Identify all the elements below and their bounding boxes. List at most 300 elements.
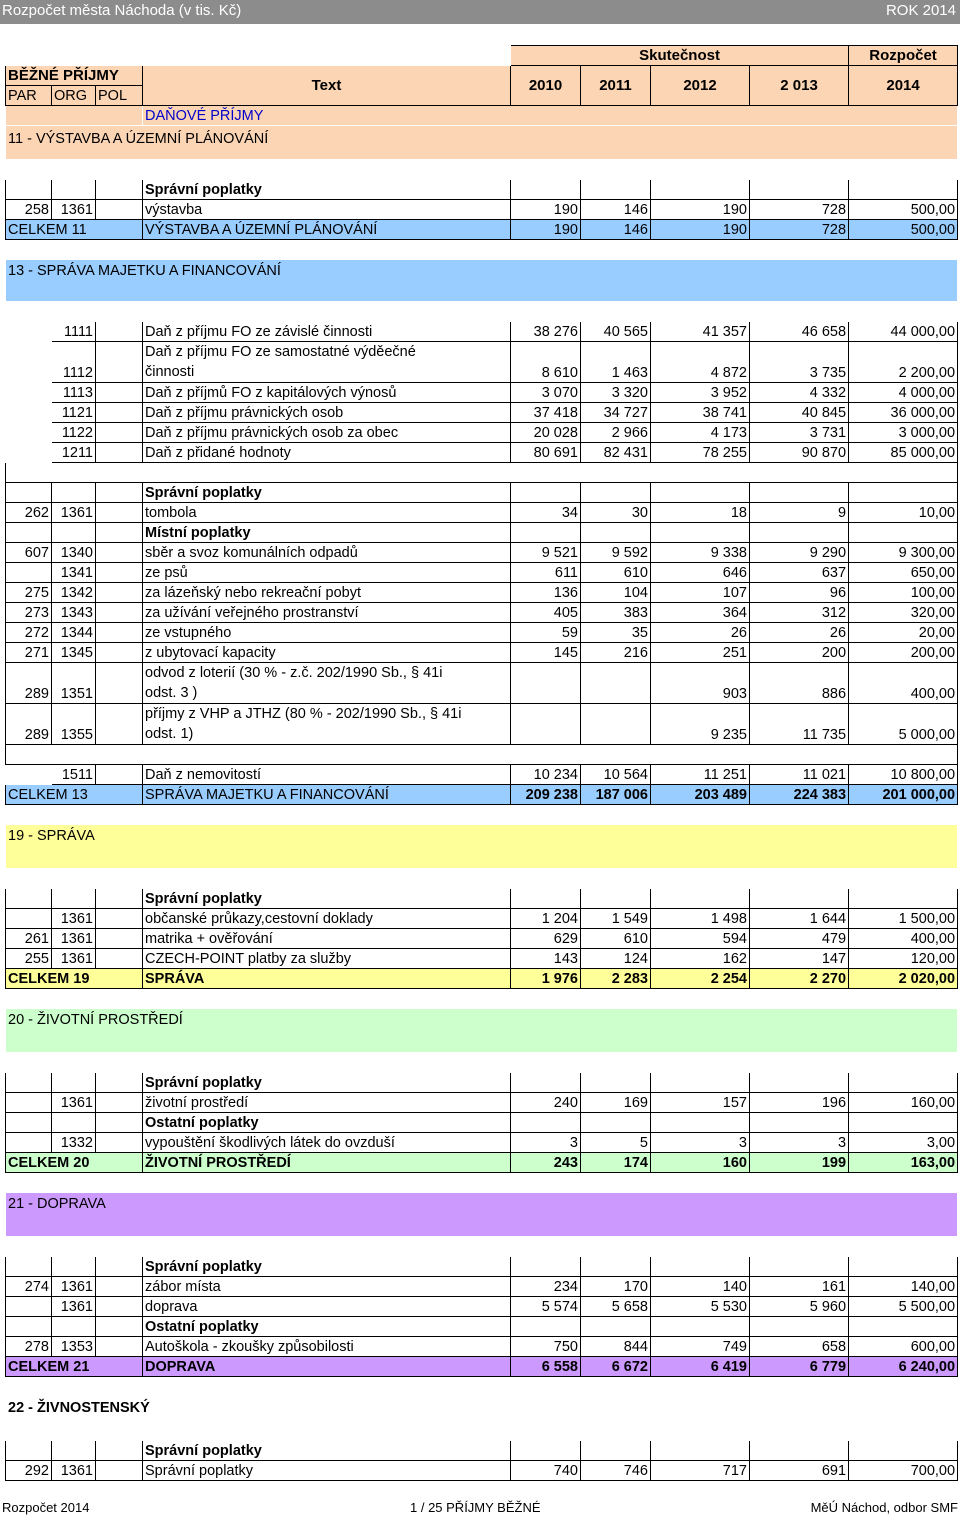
table-cell: 36 000,00	[849, 403, 958, 423]
table-cell: 46 658	[750, 322, 849, 342]
table-cell: 9 300,00	[849, 543, 958, 563]
table-cell: 201 000,00	[849, 785, 958, 805]
table-cell: 292	[6, 1461, 52, 1481]
table-cell: 9	[750, 503, 849, 523]
table-cell: 1121	[52, 403, 96, 423]
table-cell: 275	[6, 583, 52, 603]
table-row	[6, 1053, 958, 1073]
table-cell: 124	[581, 949, 651, 969]
empty-cell	[651, 889, 750, 909]
empty-cell	[52, 1257, 96, 1277]
subheading-row	[6, 1113, 958, 1133]
table-cell: 5	[581, 1133, 651, 1153]
section-13-title: 13 - SPRÁVA MAJETKU A FINANCOVÁNÍ	[6, 260, 958, 302]
empty-cell	[511, 483, 581, 503]
empty-cell	[6, 423, 52, 443]
table-cell: 1355	[52, 704, 96, 745]
empty-cell	[581, 1441, 651, 1461]
empty-cell	[6, 745, 958, 765]
table-cell: vypouštění škodlivých látek do ovzduší	[143, 1133, 511, 1153]
cell-text: Daň z příjmu FO ze samostatné výděečné	[145, 344, 416, 360]
total-label: CELKEM 21	[6, 1357, 143, 1377]
empty-cell	[52, 1113, 96, 1133]
empty-cell	[96, 443, 143, 463]
header-text: Text	[143, 66, 511, 106]
empty-cell	[581, 180, 651, 200]
table-cell: 5 500,00	[849, 1297, 958, 1317]
table-cell: 3 731	[750, 423, 849, 443]
empty-cell	[96, 200, 143, 220]
header-par: PAR	[6, 86, 52, 106]
empty-cell	[849, 180, 958, 200]
section-19-title: 19 - SPRÁVA	[6, 825, 958, 869]
table-cell: 18	[651, 503, 750, 523]
table-cell: 2 283	[581, 969, 651, 989]
empty-cell	[96, 583, 143, 603]
table-cell: 100,00	[849, 583, 958, 603]
table-cell: 10 564	[581, 765, 651, 785]
table-cell: 59	[511, 623, 581, 643]
table-cell: ze vstupného	[143, 623, 511, 643]
empty-cell	[52, 1441, 96, 1461]
empty-cell	[750, 1317, 849, 1337]
empty-cell	[6, 523, 52, 543]
subheading-row	[6, 1441, 958, 1461]
subheading: Správní poplatky	[143, 1441, 511, 1461]
table-cell: 1 204	[511, 909, 581, 929]
empty-cell	[52, 889, 96, 909]
subheading: Správní poplatky	[143, 1073, 511, 1093]
empty-cell	[6, 463, 958, 483]
table-cell: SPRÁVA	[143, 969, 511, 989]
table-cell: 1 976	[511, 969, 581, 989]
table-row	[6, 160, 958, 180]
empty-cell	[511, 1257, 581, 1277]
empty-cell	[6, 889, 52, 909]
table-cell: 140	[651, 1277, 750, 1297]
table-row	[6, 1377, 958, 1397]
table-cell: 203 489	[651, 785, 750, 805]
table-cell: 11 251	[651, 765, 750, 785]
empty-cell	[96, 1093, 143, 1113]
empty-cell	[96, 403, 143, 423]
table-cell: 216	[581, 643, 651, 663]
section-22-title: 22 - ŽIVNOSTENSKÝ	[6, 1397, 958, 1441]
table-cell: 9 592	[581, 543, 651, 563]
table-row	[6, 342, 958, 383]
table-cell: 9 235	[651, 704, 750, 745]
total-label: CELKEM 19	[6, 969, 143, 989]
table-cell: 20,00	[849, 623, 958, 643]
footer-left: Rozpočet 2014	[2, 1500, 90, 1515]
table-cell: 1345	[52, 643, 96, 663]
header-row-4	[6, 106, 958, 126]
table-cell: z ubytovací kapacity	[143, 643, 511, 663]
table-row	[6, 1277, 958, 1297]
subheading: Místní poplatky	[143, 523, 511, 543]
table-cell: 35	[581, 623, 651, 643]
table-cell: 107	[651, 583, 750, 603]
table-cell: 700,00	[849, 1461, 958, 1481]
empty-cell	[96, 643, 143, 663]
table-row	[6, 443, 958, 463]
subheading-row	[6, 1317, 958, 1337]
table-row	[6, 383, 958, 403]
table-cell: 740	[511, 1461, 581, 1481]
table-cell: 607	[6, 543, 52, 563]
table-cell: 400,00	[849, 929, 958, 949]
table-cell: Daň z přidané hodnoty	[143, 443, 511, 463]
empty-cell	[6, 383, 52, 403]
table-cell: 120,00	[849, 949, 958, 969]
table-cell: 903	[651, 663, 750, 704]
table-row	[6, 909, 958, 929]
cell-text: činnosti	[145, 364, 195, 380]
table-cell: 3 000,00	[849, 423, 958, 443]
empty-cell	[143, 663, 511, 704]
empty-cell	[581, 1073, 651, 1093]
table-cell: 170	[581, 1277, 651, 1297]
table-cell: 190	[651, 200, 750, 220]
subheading: Správní poplatky	[143, 1257, 511, 1277]
section-11-title: 11 - VÝSTAVBA A ÚZEMNÍ PLÁNOVÁNÍ	[6, 126, 958, 160]
table-cell: 479	[750, 929, 849, 949]
table-row	[6, 423, 958, 443]
table-cell: Správní poplatky	[143, 1461, 511, 1481]
empty-cell	[651, 180, 750, 200]
table-cell: 160	[651, 1153, 750, 1173]
table-row	[6, 240, 958, 260]
table-cell: 4 000,00	[849, 383, 958, 403]
empty-cell	[849, 1441, 958, 1461]
spacer-row	[6, 745, 958, 765]
table-row	[6, 704, 958, 745]
empty-cell	[96, 1297, 143, 1317]
table-cell: 600,00	[849, 1337, 958, 1357]
table-cell: 162	[651, 949, 750, 969]
empty-cell	[96, 180, 143, 200]
table-cell: ze psů	[143, 563, 511, 583]
header-year-2012: 2012	[651, 66, 750, 106]
empty-cell	[6, 989, 958, 1009]
empty-cell	[750, 889, 849, 909]
table-cell: 629	[511, 929, 581, 949]
total-label: CELKEM 11	[6, 220, 143, 240]
total-row	[6, 220, 958, 240]
table-cell: 405	[511, 603, 581, 623]
subheading-row	[6, 889, 958, 909]
empty-cell	[6, 1073, 52, 1093]
empty-cell	[511, 1441, 581, 1461]
table-cell: DOPRAVA	[143, 1357, 511, 1377]
table-cell: 1340	[52, 543, 96, 563]
table-cell: 383	[581, 603, 651, 623]
header-year-2014: 2014	[849, 66, 958, 106]
empty-cell	[849, 889, 958, 909]
section-21-title-row	[6, 1193, 958, 1237]
empty-cell	[6, 869, 958, 889]
total-label: CELKEM 13	[6, 785, 143, 805]
table-cell: VÝSTAVBA A ÚZEMNÍ PLÁNOVÁNÍ	[143, 220, 511, 240]
table-cell: 2 270	[750, 969, 849, 989]
table-cell: 749	[651, 1337, 750, 1357]
empty-cell	[849, 483, 958, 503]
document-title: Rozpočet města Náchoda (v tis. Kč)	[2, 2, 242, 19]
table-row	[6, 603, 958, 623]
table-row	[6, 989, 958, 1009]
section-20-title-row	[6, 1009, 958, 1053]
empty-cell	[96, 1113, 143, 1133]
empty-cell	[96, 909, 143, 929]
table-row	[6, 1173, 958, 1193]
table-cell: 8 610	[511, 342, 581, 383]
empty-cell	[581, 483, 651, 503]
table-cell: 500,00	[849, 200, 958, 220]
table-cell: 262	[6, 503, 52, 523]
table-cell	[581, 704, 651, 745]
table-cell: 96	[750, 583, 849, 603]
table-cell: 90 870	[750, 443, 849, 463]
table-cell: 2 966	[581, 423, 651, 443]
table-cell: 82 431	[581, 443, 651, 463]
empty-cell	[511, 1073, 581, 1093]
table-cell: 3	[750, 1133, 849, 1153]
empty-cell	[96, 322, 143, 342]
empty-cell	[6, 403, 52, 423]
table-cell: 1351	[52, 663, 96, 704]
table-cell: 658	[750, 1337, 849, 1357]
table-cell: 728	[750, 220, 849, 240]
empty-cell	[96, 623, 143, 643]
footer-right: MěÚ Náchod, odbor SMF	[810, 1500, 958, 1515]
table-cell: 143	[511, 949, 581, 969]
subheading: Správní poplatky	[143, 483, 511, 503]
empty-cell	[143, 704, 511, 745]
table-cell: 2 020,00	[849, 969, 958, 989]
table-row	[6, 563, 958, 583]
empty-cell	[6, 322, 52, 342]
table-cell: zábor místa	[143, 1277, 511, 1297]
empty-cell	[96, 1257, 143, 1277]
table-cell: 4 332	[750, 383, 849, 403]
empty-cell	[651, 523, 750, 543]
table-cell: sběr a svoz komunálních odpadů	[143, 543, 511, 563]
budget-table	[5, 45, 958, 1481]
table-row	[6, 503, 958, 523]
table-row	[6, 403, 958, 423]
table-cell: 187 006	[581, 785, 651, 805]
header-rozpocet: Rozpočet	[849, 46, 958, 66]
header-year-2013: 2 013	[750, 66, 849, 106]
header-danove-prijmy: DAŇOVÉ PŘÍJMY	[143, 106, 958, 126]
empty-cell	[96, 383, 143, 403]
table-cell	[6, 1093, 52, 1113]
table-cell: 1361	[52, 1461, 96, 1481]
table-cell: 146	[581, 200, 651, 220]
empty-cell	[52, 1317, 96, 1337]
empty-cell	[52, 180, 96, 200]
table-row	[6, 1133, 958, 1153]
table-cell: 190	[511, 200, 581, 220]
empty-cell	[96, 523, 143, 543]
empty-cell	[750, 1257, 849, 1277]
table-cell: 243	[511, 1153, 581, 1173]
table-cell: 38 276	[511, 322, 581, 342]
table-cell: 169	[581, 1093, 651, 1113]
table-row	[6, 805, 958, 825]
table-cell: 174	[581, 1153, 651, 1173]
table-cell: 1361	[52, 1093, 96, 1113]
total-row	[6, 969, 958, 989]
table-cell: 1361	[52, 909, 96, 929]
table-cell: 6 419	[651, 1357, 750, 1377]
table-cell: matrika + ověřování	[143, 929, 511, 949]
table-cell: 104	[581, 583, 651, 603]
empty-cell	[6, 765, 52, 785]
table-row	[6, 765, 958, 785]
empty-cell	[6, 106, 143, 126]
table-cell: tombola	[143, 503, 511, 523]
empty-cell	[52, 483, 96, 503]
table-cell: 78 255	[651, 443, 750, 463]
table-cell: 9 290	[750, 543, 849, 563]
table-cell: 40 845	[750, 403, 849, 423]
table-cell: 272	[6, 623, 52, 643]
table-cell: 1 498	[651, 909, 750, 929]
empty-cell	[651, 1441, 750, 1461]
table-row	[6, 302, 958, 322]
table-cell: 312	[750, 603, 849, 623]
table-cell: 199	[750, 1153, 849, 1173]
empty-cell	[750, 180, 849, 200]
title-bar	[0, 0, 960, 24]
table-cell: doprava	[143, 1297, 511, 1317]
table-cell: ŽIVOTNÍ PROSTŘEDÍ	[143, 1153, 511, 1173]
table-cell: 9 338	[651, 543, 750, 563]
table-cell: 161	[750, 1277, 849, 1297]
subheading-row	[6, 1073, 958, 1093]
table-cell: 364	[651, 603, 750, 623]
table-cell: 3 735	[750, 342, 849, 383]
empty-cell	[651, 1073, 750, 1093]
empty-cell	[849, 523, 958, 543]
table-cell: 1211	[52, 443, 96, 463]
empty-cell	[6, 483, 52, 503]
table-cell: 278	[6, 1337, 52, 1357]
empty-cell	[6, 1377, 958, 1397]
empty-cell	[651, 1113, 750, 1133]
empty-cell	[6, 1053, 958, 1073]
table-cell: 1 500,00	[849, 909, 958, 929]
table-cell: 646	[651, 563, 750, 583]
table-cell: 1361	[52, 929, 96, 949]
table-cell: 1 463	[581, 342, 651, 383]
table-cell: 1511	[52, 765, 96, 785]
table-cell: 1332	[52, 1133, 96, 1153]
table-row	[6, 583, 958, 603]
table-cell: 190	[651, 220, 750, 240]
table-cell: 1353	[52, 1337, 96, 1357]
table-cell: 1343	[52, 603, 96, 623]
cell-text: příjmy z VHP a JTHZ (80 % - 202/1990 Sb., § 41i	[145, 706, 462, 722]
empty-cell	[96, 929, 143, 949]
empty-cell	[96, 765, 143, 785]
table-cell: 1361	[52, 1277, 96, 1297]
empty-cell	[96, 543, 143, 563]
cell-text: odvod z loterií (30 % - z.č. 202/1990 Sb., § 41i	[145, 665, 443, 681]
table-cell: 146	[581, 220, 651, 240]
footer-page-number: 1 / 25 PŘÍJMY BĚŽNÉ	[410, 1500, 541, 1515]
empty-cell	[6, 342, 52, 383]
table-row	[6, 543, 958, 563]
table-cell: 11 021	[750, 765, 849, 785]
empty-cell	[651, 483, 750, 503]
document-year: ROK 2014	[885, 2, 956, 19]
table-cell: 9 521	[511, 543, 581, 563]
table-cell: 251	[651, 643, 750, 663]
table-cell: 1111	[52, 322, 96, 342]
header-row-1	[6, 46, 958, 66]
header-org: ORG	[52, 86, 96, 106]
table-cell: 400,00	[849, 663, 958, 704]
empty-cell	[96, 1337, 143, 1357]
empty-cell	[581, 1317, 651, 1337]
section-21-title: 21 - DOPRAVA	[6, 1193, 958, 1237]
table-cell: 1361	[52, 949, 96, 969]
empty-cell	[96, 563, 143, 583]
empty-cell	[511, 889, 581, 909]
table-cell: 1361	[52, 200, 96, 220]
table-cell: občanské průkazy,cestovní doklady	[143, 909, 511, 929]
table-cell: 594	[651, 929, 750, 949]
table-row	[6, 929, 958, 949]
table-cell: 3	[511, 1133, 581, 1153]
empty-cell	[96, 663, 143, 704]
table-row	[6, 1461, 958, 1481]
table-row	[6, 663, 958, 704]
empty-cell	[96, 1461, 143, 1481]
table-cell: 2 200,00	[849, 342, 958, 383]
table-cell: 10 234	[511, 765, 581, 785]
table-cell: Daň z příjmů FO z kapitálových výnosů	[143, 383, 511, 403]
table-row	[6, 1297, 958, 1317]
table-cell: životní prostředí	[143, 1093, 511, 1113]
table-cell: 200,00	[849, 643, 958, 663]
table-row	[6, 200, 958, 220]
table-cell: 20 028	[511, 423, 581, 443]
table-cell: 80 691	[511, 443, 581, 463]
subheading: Správní poplatky	[143, 889, 511, 909]
empty-cell	[6, 805, 958, 825]
table-cell: 5 960	[750, 1297, 849, 1317]
table-cell	[6, 1133, 52, 1153]
spacer-row	[6, 463, 958, 483]
empty-cell	[849, 1113, 958, 1133]
table-cell: 1361	[52, 503, 96, 523]
table-cell: 258	[6, 200, 52, 220]
empty-cell	[96, 1073, 143, 1093]
empty-cell	[581, 1257, 651, 1277]
table-cell: 750	[511, 1337, 581, 1357]
table-cell: 886	[750, 663, 849, 704]
empty-cell	[6, 46, 511, 66]
empty-cell	[511, 523, 581, 543]
table-cell: SPRÁVA MAJETKU A FINANCOVÁNÍ	[143, 785, 511, 805]
empty-cell	[750, 1073, 849, 1093]
table-cell: Autoškola - zkoušky způsobilosti	[143, 1337, 511, 1357]
empty-cell	[96, 949, 143, 969]
table-cell: za lázeňský nebo rekreační pobyt	[143, 583, 511, 603]
